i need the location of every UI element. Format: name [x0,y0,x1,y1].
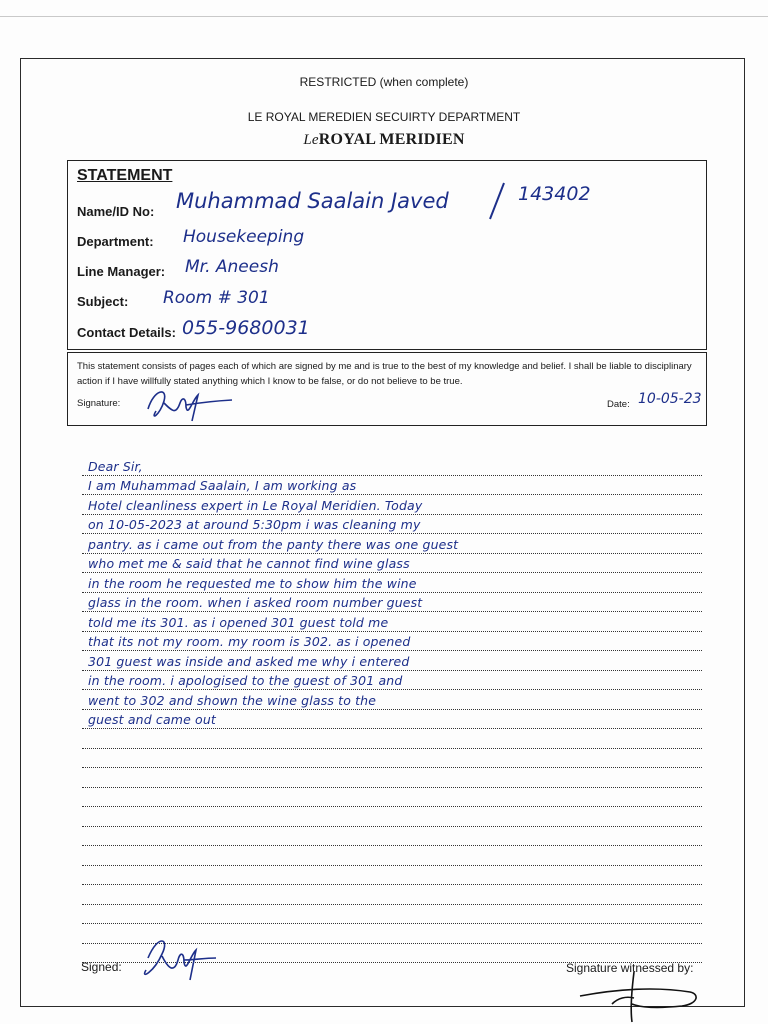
statement-line[interactable] [82,788,702,808]
id-value[interactable]: 143402 [518,183,591,205]
statement-line[interactable] [82,807,702,827]
contact-details-label: Contact Details: [77,325,176,340]
date-label: Date: [607,399,630,410]
slash-separator [482,181,512,221]
statement-details-box [67,160,707,350]
declaration-box [67,352,707,426]
statement-line[interactable] [82,573,702,593]
statement-line[interactable] [82,710,702,730]
hotel-logo [0,131,768,149]
statement-line[interactable] [82,729,702,749]
statement-line[interactable] [82,690,702,710]
statement-line[interactable] [82,495,702,515]
statement-line[interactable] [82,554,702,574]
statement-line[interactable] [82,749,702,769]
statement-line-text: that its not my room. my room is 302. as i opened [88,634,411,649]
contact-details-value[interactable]: 055-9680031 [182,317,310,339]
signed-signature [118,930,218,990]
statement-line-text: went to 302 and shown the wine glass to the [88,692,377,708]
restricted-notice: RESTRICTED (when complete) [299,75,469,89]
logo-text: ROYAL MERIDIEN [318,131,465,148]
subject-label: Subject: [77,294,129,309]
statement-line[interactable] [82,671,702,691]
statement-line-text: 301 guest was inside and asked me why i entered [88,653,410,669]
signature-label: Signature: [77,398,121,409]
subject-value[interactable]: Room # 301 [163,288,270,308]
statement-line[interactable] [82,885,702,905]
statement-line[interactable] [82,866,702,886]
declaration-text: This statement consists of pages each of which are signed by me and is true to the best of my knowledge and belief. I shall be liable to disciplinary action if I have willfully stated anything which I know to be false, or do not believe to be true. [77,361,692,387]
statement-line[interactable] [82,651,702,671]
statement-line[interactable] [82,476,702,496]
statement-line[interactable] [82,632,702,652]
name-id-label: Name/ID No: [77,204,155,219]
signature-witnessed-label: Signature witnessed by: [566,961,694,975]
line-manager-value[interactable]: Mr. Aneesh [185,257,279,277]
declarant-signature [128,381,238,425]
statement-line-text: glass in the room. when i asked room number guest [88,595,423,610]
signed-label: Signed: [81,960,122,974]
statement-line-text: pantry. as i came out from the panty there was one guest [88,536,459,552]
statement-line[interactable] [82,612,702,632]
department-heading: LE ROYAL MEREDIEN SECUIRTY DEPARTMENT [247,110,521,124]
statement-line[interactable] [82,827,702,847]
statement-line-text: in the room he requested me to show him the wine [88,575,417,591]
statement-line[interactable] [82,593,702,613]
statement-line[interactable] [82,905,702,925]
statement-line[interactable] [82,768,702,788]
scan-edge-line [0,16,768,17]
statement-line-text: in the room. i apologised to the guest of 301 and [88,673,403,688]
name-value[interactable]: Muhammad Saalain Javed [176,189,449,213]
statement-title: STATEMENT [77,167,173,184]
statement-body-lines[interactable] [82,456,702,963]
statement-line-text: Dear Sir, [88,458,143,474]
line-manager-label: Line Manager: [77,264,166,279]
statement-line-text: guest and came out [88,712,216,727]
statement-line[interactable] [82,534,702,554]
witness-signature [572,968,712,1024]
statement-line[interactable] [82,846,702,866]
department-label: Department: [77,234,154,249]
statement-line[interactable] [82,515,702,535]
statement-line-text: told me its 301. as i opened 301 guest told me [88,614,389,630]
statement-line-text: Hotel cleanliness expert in Le Royal Meridien. Today [88,497,423,513]
logo-prefix: Le [303,132,319,148]
statement-line-text: who met me & said that he cannot find wine glass [88,556,410,571]
statement-line-text: on 10-05-2023 at around 5:30pm i was cleaning my [88,517,421,532]
department-value[interactable]: Housekeeping [183,227,305,247]
statement-line-text: I am Muhammad Saalain, I am working as [88,478,357,493]
date-value[interactable]: 10-05-23 [638,391,702,407]
statement-line[interactable] [82,456,702,476]
